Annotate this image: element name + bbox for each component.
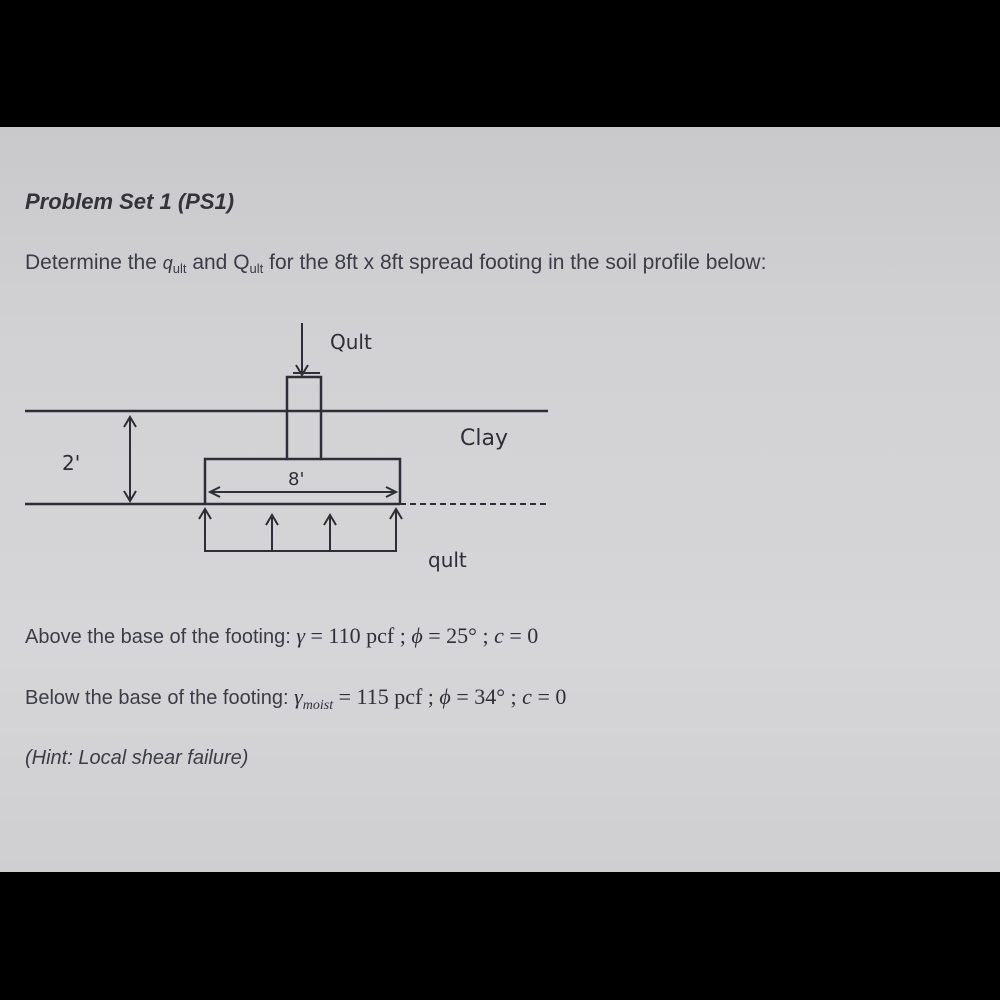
below-gamma-symbol: γ xyxy=(294,684,303,709)
below-values: $\gamma_{moist} = 115$ pcf ; ϕ = 34° ; c = 0 xyxy=(294,684,567,713)
below-c-value: 0 xyxy=(555,684,567,709)
depth-label: 2' xyxy=(62,451,81,475)
capital-q-symbol: Q xyxy=(233,251,250,274)
above-gamma-symbol: γ xyxy=(296,623,305,648)
below-gamma-subscript: moist xyxy=(302,698,334,713)
above-footing-condition xyxy=(25,623,538,649)
soil-label: Clay xyxy=(460,426,508,451)
above-phi-value: 25° xyxy=(446,623,477,648)
footing-column xyxy=(287,377,321,459)
question-prefix: Determine the xyxy=(25,251,163,274)
above-gamma-value: 110 pcf xyxy=(328,623,395,648)
pressure-block xyxy=(205,509,396,551)
below-label: Below the base of the footing: xyxy=(25,687,289,709)
pressure-label: qult xyxy=(428,548,467,572)
q-symbol: q xyxy=(162,253,173,273)
above-label: Above the base of the footing: xyxy=(25,626,291,648)
question-middle: and xyxy=(186,251,234,274)
below-footing-condition xyxy=(25,684,567,713)
above-values: γ = 110 pcf ; ϕ = 25° ; c = 0 xyxy=(296,623,539,648)
below-phi-value: 34° xyxy=(474,684,506,709)
capital-q-subscript: ult xyxy=(249,261,264,276)
question-suffix: for the 8ft x 8ft spread footing in the soil profile below: xyxy=(263,251,767,274)
problem-sheet xyxy=(0,127,1000,872)
q-subscript: ult xyxy=(172,261,187,276)
below-gamma-value: 115 pcf xyxy=(356,684,423,709)
load-label: Qult xyxy=(330,330,372,354)
hint-text: (Hint: Local shear failure) xyxy=(25,747,249,769)
above-c-value: 0 xyxy=(527,623,539,648)
problem-title: Problem Set 1 (PS1) xyxy=(25,189,235,214)
width-label: 8' xyxy=(288,469,305,490)
